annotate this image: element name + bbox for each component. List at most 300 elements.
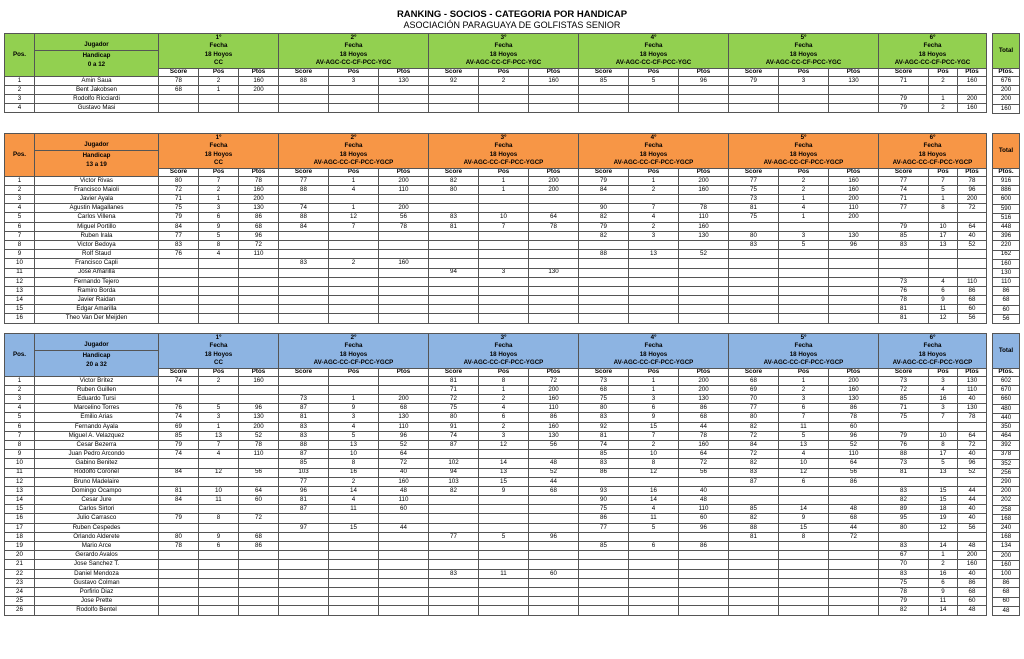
fecha-number: 3º xyxy=(500,334,507,341)
table-row xyxy=(5,477,987,486)
position-cell: 12 xyxy=(199,468,239,477)
points-cell xyxy=(379,95,429,104)
points-cell xyxy=(239,277,279,286)
position-cell xyxy=(199,314,239,323)
table-row xyxy=(5,385,987,394)
points-cell: 68 xyxy=(529,486,579,495)
position-cell xyxy=(199,606,239,615)
fecha-header-5 xyxy=(729,134,879,169)
points-cell: 200 xyxy=(379,204,429,213)
table-row xyxy=(5,587,987,596)
score-header: Score xyxy=(729,68,779,76)
score-cell xyxy=(279,250,329,259)
player-position: 10 xyxy=(5,259,35,268)
points-cell xyxy=(379,296,429,305)
position-cell: 4 xyxy=(929,385,958,394)
score-cell xyxy=(429,505,479,514)
position-cell: 13 xyxy=(629,250,679,259)
score-cell: 85 xyxy=(579,542,629,551)
pos-header: Pos. xyxy=(5,334,35,377)
points-cell xyxy=(529,195,579,204)
score-cell xyxy=(159,523,199,532)
position-cell xyxy=(329,551,379,560)
position-cell: 7 xyxy=(329,222,379,231)
position-cell: 4 xyxy=(929,277,958,286)
position-cell xyxy=(479,606,529,615)
fecha-number: 6º xyxy=(929,334,936,341)
points-cell xyxy=(679,314,729,323)
position-cell: 3 xyxy=(329,76,379,85)
score-cell xyxy=(879,422,929,431)
score-cell: 83 xyxy=(279,259,329,268)
score-cell: 103 xyxy=(279,468,329,477)
points-cell xyxy=(958,213,987,222)
handicap-label: Handicap xyxy=(82,351,111,359)
position-cell: 3 xyxy=(779,231,829,240)
jugador-label: Jugador xyxy=(35,40,158,51)
points-cell xyxy=(529,286,579,295)
total-points-cell: 396 xyxy=(993,232,1020,241)
position-cell: 3 xyxy=(779,395,829,404)
table-row xyxy=(5,104,987,113)
score-cell xyxy=(429,560,479,569)
points-cell: 48 xyxy=(529,459,579,468)
score-cell xyxy=(429,496,479,505)
score-cell: 94 xyxy=(429,468,479,477)
player-name: Francisco Capli xyxy=(35,259,159,268)
player-position: 17 xyxy=(5,523,35,532)
position-cell: 8 xyxy=(199,240,239,249)
position-cell xyxy=(329,560,379,569)
position-cell xyxy=(479,204,529,213)
total-points-cell: 130 xyxy=(993,268,1020,277)
points-cell: 200 xyxy=(529,385,579,394)
position-cell: 5 xyxy=(479,532,529,541)
player-name: Gustavo Masi xyxy=(35,104,159,113)
points-cell: 160 xyxy=(829,185,879,194)
player-name: Rolf Staud xyxy=(35,250,159,259)
player-position: 5 xyxy=(5,413,35,422)
score-cell: 82 xyxy=(729,459,779,468)
position-cell: 1 xyxy=(329,176,379,185)
score-cell: 70 xyxy=(879,560,929,569)
position-cell xyxy=(629,569,679,578)
score-cell: 93 xyxy=(579,486,629,495)
points-cell: 44 xyxy=(529,477,579,486)
courses-label: AV-AGC-CC-CF-PCC-YGC xyxy=(315,59,392,67)
position-cell xyxy=(929,213,958,222)
position-cell: 10 xyxy=(929,431,958,440)
score-cell: 90 xyxy=(579,496,629,505)
points-cell xyxy=(379,104,429,113)
position-cell: 10 xyxy=(199,486,239,495)
position-cell: 4 xyxy=(779,204,829,213)
score-cell: 79 xyxy=(879,95,929,104)
table-row xyxy=(5,505,987,514)
points-cell: 48 xyxy=(829,505,879,514)
player-position: 3 xyxy=(5,95,35,104)
score-cell xyxy=(429,578,479,587)
score-cell: 69 xyxy=(159,422,199,431)
position-cell: 4 xyxy=(329,185,379,194)
fecha-number: 6º xyxy=(929,134,936,141)
points-cell: 160 xyxy=(829,385,879,394)
points-cell: 86 xyxy=(958,286,987,295)
position-cell xyxy=(329,250,379,259)
position-cell xyxy=(329,240,379,249)
courses-label: AV-AGC-CC-CF-PCC-YGCP xyxy=(763,359,844,367)
score-cell xyxy=(279,597,329,606)
position-cell: 11 xyxy=(929,305,958,314)
total-points-cell: 676 xyxy=(993,77,1020,86)
position-cell xyxy=(199,551,239,560)
points-cell xyxy=(529,95,579,104)
points-cell xyxy=(379,560,429,569)
score-cell: 75 xyxy=(879,413,929,422)
score-cell xyxy=(159,286,199,295)
position-cell: 12 xyxy=(929,314,958,323)
points-cell: 200 xyxy=(958,551,987,560)
points-header: Ptos xyxy=(958,68,987,76)
points-header: Ptos xyxy=(829,168,879,176)
table-row xyxy=(5,95,987,104)
page-header xyxy=(0,9,1024,31)
position-cell xyxy=(199,268,239,277)
position-cell xyxy=(779,277,829,286)
score-cell: 78 xyxy=(159,76,199,85)
position-cell xyxy=(629,95,679,104)
score-cell xyxy=(279,314,329,323)
position-cell: 4 xyxy=(199,250,239,259)
position-cell: 13 xyxy=(779,440,829,449)
position-cell: 1 xyxy=(629,376,679,385)
position-cell: 11 xyxy=(779,422,829,431)
category-section-20-32 xyxy=(4,333,1020,613)
score-cell: 81 xyxy=(879,468,929,477)
score-cell xyxy=(279,606,329,615)
score-cell: 92 xyxy=(579,422,629,431)
score-cell xyxy=(579,477,629,486)
fecha-number: 2º xyxy=(350,334,357,341)
position-cell xyxy=(929,422,958,431)
position-cell xyxy=(329,231,379,240)
score-cell xyxy=(729,486,779,495)
points-cell xyxy=(829,305,879,314)
table-row xyxy=(5,532,987,541)
player-name: Jose Sanchez T. xyxy=(35,560,159,569)
courses-label: AV-AGC-CC-CF-PCC-YGC xyxy=(615,59,692,67)
score-cell: 75 xyxy=(879,578,929,587)
position-cell: 15 xyxy=(929,496,958,505)
points-cell xyxy=(239,477,279,486)
table-row xyxy=(5,560,987,569)
score-cell: 85 xyxy=(579,450,629,459)
player-name: Julio Carrasco xyxy=(35,514,159,523)
score-cell xyxy=(579,85,629,94)
fecha-number: 3º xyxy=(500,134,507,141)
total-points-cell: 168 xyxy=(993,514,1020,523)
table-row xyxy=(5,305,987,314)
score-cell xyxy=(159,385,199,394)
courses-label: AV-AGC-CC-CF-PCC-YGC xyxy=(465,59,542,67)
position-cell: 14 xyxy=(629,496,679,505)
fecha-label: Fecha xyxy=(344,342,363,350)
points-cell: 96 xyxy=(829,431,879,440)
position-cell: 7 xyxy=(199,440,239,449)
score-cell xyxy=(729,597,779,606)
position-cell: 8 xyxy=(479,376,529,385)
position-cell xyxy=(329,286,379,295)
position-cell xyxy=(479,85,529,94)
player-position: 23 xyxy=(5,578,35,587)
position-cell xyxy=(779,305,829,314)
points-cell xyxy=(829,259,879,268)
points-cell: 78 xyxy=(529,222,579,231)
player-name: Daniel Mendoza xyxy=(35,569,159,578)
score-cell xyxy=(729,250,779,259)
score-cell xyxy=(579,587,629,596)
player-name: Rodolfo Ricciardi xyxy=(35,95,159,104)
position-cell: 1 xyxy=(479,385,529,394)
points-cell: 72 xyxy=(379,459,429,468)
fecha-label: Fecha xyxy=(644,342,663,350)
fecha-number: 4º xyxy=(650,34,657,41)
position-cell xyxy=(479,240,529,249)
total-points-cell: 258 xyxy=(993,505,1020,514)
points-cell: 56 xyxy=(679,468,729,477)
position-cell: 10 xyxy=(779,459,829,468)
score-cell: 80 xyxy=(729,413,779,422)
score-cell: 87 xyxy=(729,477,779,486)
points-cell: 52 xyxy=(679,250,729,259)
score-cell xyxy=(729,542,779,551)
pos-header: Pos. xyxy=(5,134,35,177)
ranking-table xyxy=(4,333,987,616)
points-cell: 44 xyxy=(679,422,729,431)
position-cell xyxy=(629,578,679,587)
score-cell: 75 xyxy=(729,185,779,194)
points-cell xyxy=(829,486,879,495)
points-cell xyxy=(529,259,579,268)
score-cell: 81 xyxy=(729,204,779,213)
position-cell xyxy=(479,523,529,532)
points-cell xyxy=(239,296,279,305)
points-cell: 64 xyxy=(379,450,429,459)
total-points-cell: 168 xyxy=(993,533,1020,542)
score-cell xyxy=(579,95,629,104)
points-cell xyxy=(679,305,729,314)
table-row xyxy=(5,231,987,240)
total-table xyxy=(992,33,1020,114)
points-cell: 78 xyxy=(958,413,987,422)
score-cell xyxy=(429,104,479,113)
total-points-cell: 448 xyxy=(993,222,1020,231)
points-cell: 40 xyxy=(958,395,987,404)
score-cell xyxy=(159,259,199,268)
points-cell: 60 xyxy=(958,597,987,606)
points-cell xyxy=(239,523,279,532)
position-cell: 13 xyxy=(329,440,379,449)
points-cell: 78 xyxy=(239,440,279,449)
position-cell: 2 xyxy=(779,185,829,194)
position-cell: 18 xyxy=(929,505,958,514)
position-cell: 2 xyxy=(479,76,529,85)
player-position: 9 xyxy=(5,250,35,259)
player-name: Orlando Alderete xyxy=(35,532,159,541)
points-cell xyxy=(829,268,879,277)
points-cell: 86 xyxy=(239,213,279,222)
score-cell xyxy=(879,250,929,259)
points-cell: 68 xyxy=(829,514,879,523)
score-cell: 83 xyxy=(429,213,479,222)
score-cell: 81 xyxy=(879,305,929,314)
position-cell: 8 xyxy=(629,459,679,468)
position-cell xyxy=(329,95,379,104)
score-header: Score xyxy=(879,368,929,376)
points-cell: 64 xyxy=(529,213,579,222)
position-cell: 12 xyxy=(779,468,829,477)
points-cell xyxy=(679,104,729,113)
score-cell: 82 xyxy=(579,213,629,222)
points-header: Ptos xyxy=(529,368,579,376)
points-cell: 200 xyxy=(239,422,279,431)
score-cell xyxy=(429,95,479,104)
score-cell xyxy=(429,606,479,615)
score-cell xyxy=(159,477,199,486)
points-cell: 200 xyxy=(958,195,987,204)
holes-label: 18 Hoyos xyxy=(489,150,518,158)
score-cell: 73 xyxy=(579,376,629,385)
points-cell: 78 xyxy=(958,176,987,185)
handicap-range: 0 a 12 xyxy=(87,61,106,69)
score-cell xyxy=(429,551,479,560)
position-cell: 16 xyxy=(629,486,679,495)
points-cell xyxy=(379,268,429,277)
courses-label: AV-AGC-CC-CF-PCC-YGCP xyxy=(613,359,694,367)
position-cell xyxy=(199,578,239,587)
points-header: Ptos xyxy=(239,368,279,376)
score-cell xyxy=(159,587,199,596)
score-cell: 79 xyxy=(579,222,629,231)
total-points-cell: 160 xyxy=(993,104,1020,113)
score-cell: 83 xyxy=(279,422,329,431)
points-cell: 40 xyxy=(379,468,429,477)
score-cell: 88 xyxy=(279,76,329,85)
position-cell xyxy=(199,587,239,596)
points-cell xyxy=(679,296,729,305)
score-cell: 84 xyxy=(159,496,199,505)
position-cell: 8 xyxy=(929,204,958,213)
position-cell: 7 xyxy=(629,204,679,213)
position-cell: 6 xyxy=(929,286,958,295)
player-position: 19 xyxy=(5,542,35,551)
total-points-cell: 48 xyxy=(993,606,1020,615)
points-cell: 160 xyxy=(529,395,579,404)
score-cell: 88 xyxy=(279,185,329,194)
score-cell xyxy=(279,240,329,249)
points-cell: 56 xyxy=(379,213,429,222)
position-cell: 9 xyxy=(629,413,679,422)
holes-label: 18 Hoyos xyxy=(918,50,947,58)
points-cell: 110 xyxy=(958,277,987,286)
position-cell xyxy=(479,514,529,523)
points-cell: 110 xyxy=(239,450,279,459)
score-cell xyxy=(729,268,779,277)
points-cell xyxy=(829,286,879,295)
points-cell xyxy=(239,268,279,277)
holes-label: 18 Hoyos xyxy=(204,150,233,158)
position-cell xyxy=(629,104,679,113)
fecha-label: Fecha xyxy=(794,142,813,150)
total-points-cell: 290 xyxy=(993,478,1020,487)
points-cell xyxy=(239,395,279,404)
score-cell: 83 xyxy=(429,569,479,578)
player-name: Gustavo Colman xyxy=(35,578,159,587)
fecha-label: Fecha xyxy=(209,42,228,50)
position-cell xyxy=(779,606,829,615)
points-cell xyxy=(679,95,729,104)
position-cell xyxy=(929,477,958,486)
total-points-cell: 200 xyxy=(993,86,1020,95)
points-cell xyxy=(239,560,279,569)
score-cell xyxy=(429,286,479,295)
points-cell: 40 xyxy=(958,569,987,578)
score-cell xyxy=(579,259,629,268)
position-cell xyxy=(479,259,529,268)
score-cell xyxy=(279,578,329,587)
points-cell xyxy=(529,606,579,615)
score-header: Score xyxy=(579,368,629,376)
player-position: 13 xyxy=(5,486,35,495)
points-cell: 96 xyxy=(239,404,279,413)
position-cell xyxy=(329,305,379,314)
courses-label: AV-AGC-CC-CF-PCC-YGC xyxy=(765,59,842,67)
score-cell: 72 xyxy=(729,431,779,440)
position-cell xyxy=(479,305,529,314)
fecha-header-6 xyxy=(879,34,987,69)
score-header: Score xyxy=(729,368,779,376)
position-cell: 6 xyxy=(629,542,679,551)
score-cell xyxy=(279,560,329,569)
points-cell: 48 xyxy=(679,496,729,505)
score-header: Score xyxy=(279,68,329,76)
player-name: Fernando Tejero xyxy=(35,277,159,286)
points-cell: 78 xyxy=(829,413,879,422)
position-cell xyxy=(199,523,239,532)
position-cell: 17 xyxy=(929,231,958,240)
score-cell: 96 xyxy=(279,486,329,495)
position-cell xyxy=(199,505,239,514)
score-cell: 85 xyxy=(579,76,629,85)
points-cell xyxy=(379,231,429,240)
points-cell xyxy=(679,551,729,560)
score-cell: 80 xyxy=(159,532,199,541)
position-cell: 2 xyxy=(199,185,239,194)
points-cell: 130 xyxy=(679,395,729,404)
points-header: Ptos xyxy=(239,68,279,76)
position-cell: 2 xyxy=(329,477,379,486)
points-cell: 160 xyxy=(239,376,279,385)
score-cell: 77 xyxy=(729,404,779,413)
points-cell xyxy=(379,85,429,94)
points-cell: 72 xyxy=(829,532,879,541)
score-cell xyxy=(429,204,479,213)
points-cell: 200 xyxy=(529,176,579,185)
player-position: 11 xyxy=(5,268,35,277)
position-cell: 4 xyxy=(779,450,829,459)
score-cell xyxy=(879,268,929,277)
position-cell xyxy=(199,459,239,468)
